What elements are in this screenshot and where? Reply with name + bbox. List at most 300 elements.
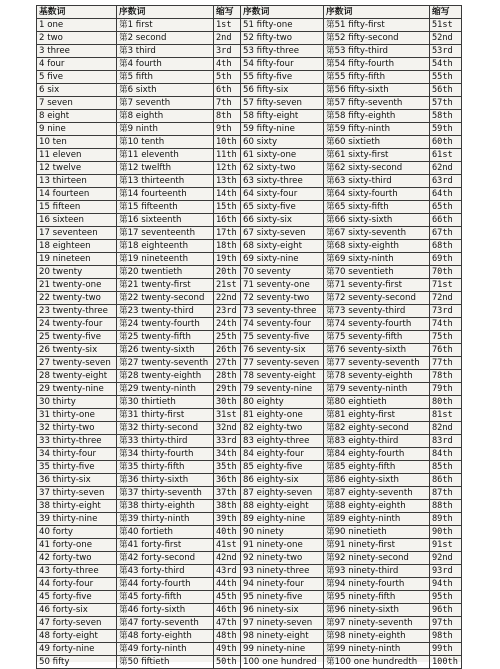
table-row	[37, 552, 462, 565]
cell-ordinal-left: 第43 forty-third	[117, 565, 214, 578]
cell-cardinal-left: 33 thirty-three	[37, 435, 117, 448]
cell-abbr-right: 67th	[430, 227, 462, 240]
cell-ordinal-left: 第39 thirty-ninth	[117, 513, 214, 526]
cell-cardinal-left: 9 nine	[37, 123, 117, 136]
cell-abbr-right: 62nd	[430, 162, 462, 175]
cell-ordinal-left: 第16 sixteenth	[117, 214, 214, 227]
cell-cardinal-left: 27 twenty-seven	[37, 357, 117, 370]
cell-abbr-right: 64th	[430, 188, 462, 201]
cell-abbr-right: 95th	[430, 591, 462, 604]
table-row	[37, 110, 462, 123]
cell-abbr-left: 17th	[214, 227, 241, 240]
cell-cardinal-left: 48 forty-eight	[37, 630, 117, 643]
cell-ordinal-left: 第12 twelfth	[117, 162, 214, 175]
cell-abbr-left: 39th	[214, 513, 241, 526]
cell-cardinal-right: 51 fifty-one	[241, 19, 324, 32]
table-row	[37, 500, 462, 513]
table-row	[37, 526, 462, 539]
cell-ordinal-right: 第85 eighty-fifth	[324, 461, 430, 474]
table-row	[37, 396, 462, 409]
cell-abbr-left: 30th	[214, 396, 241, 409]
cell-ordinal-right: 第72 seventy-second	[324, 292, 430, 305]
cell-ordinal-right: 第51 fifty-first	[324, 19, 430, 32]
cell-abbr-right: 79th	[430, 383, 462, 396]
cell-abbr-left: 47th	[214, 617, 241, 630]
table-row	[37, 435, 462, 448]
cell-ordinal-right: 第65 sixty-fifth	[324, 201, 430, 214]
cell-cardinal-left: 17 seventeen	[37, 227, 117, 240]
cell-cardinal-right: 71 seventy-one	[241, 279, 324, 292]
cell-abbr-left: 35th	[214, 461, 241, 474]
cell-ordinal-left: 第15 fifteenth	[117, 201, 214, 214]
cell-ordinal-left: 第49 forty-ninth	[117, 643, 214, 656]
cell-abbr-left: 13th	[214, 175, 241, 188]
table-row	[37, 331, 462, 344]
cell-cardinal-left: 41 forty-one	[37, 539, 117, 552]
cell-abbr-right: 74th	[430, 318, 462, 331]
cell-abbr-left: 28th	[214, 370, 241, 383]
cell-abbr-left: 48th	[214, 630, 241, 643]
cell-abbr-left: 24th	[214, 318, 241, 331]
cell-abbr-left: 4th	[214, 58, 241, 71]
cell-abbr-left: 29th	[214, 383, 241, 396]
cell-abbr-right: 97th	[430, 617, 462, 630]
cell-abbr-left: 14th	[214, 188, 241, 201]
cell-ordinal-right: 第98 ninety-eighth	[324, 630, 430, 643]
cell-ordinal-left: 第24 twenty-fourth	[117, 318, 214, 331]
cell-ordinal-left: 第41 forty-first	[117, 539, 214, 552]
table-row	[37, 175, 462, 188]
table-row	[37, 448, 462, 461]
cell-abbr-left: 49th	[214, 643, 241, 656]
cell-ordinal-right: 第56 fifty-sixth	[324, 84, 430, 97]
cell-abbr-right: 63rd	[430, 175, 462, 188]
cell-cardinal-left: 39 thirty-nine	[37, 513, 117, 526]
cell-cardinal-right: 55 fifty-five	[241, 71, 324, 84]
cell-cardinal-right: 96 ninety-six	[241, 604, 324, 617]
cell-cardinal-left: 8 eight	[37, 110, 117, 123]
cell-cardinal-left: 19 nineteen	[37, 253, 117, 266]
cell-abbr-right: 68th	[430, 240, 462, 253]
cell-cardinal-right: 100 one hundred	[241, 656, 324, 669]
cell-ordinal-left: 第23 twenty-third	[117, 305, 214, 318]
table-row	[37, 71, 462, 84]
cell-cardinal-right: 86 eighty-six	[241, 474, 324, 487]
cell-cardinal-left: 1 one	[37, 19, 117, 32]
cell-abbr-right: 83rd	[430, 435, 462, 448]
cell-cardinal-right: 97 ninety-seven	[241, 617, 324, 630]
cell-ordinal-right: 第53 fifty-third	[324, 45, 430, 58]
cell-ordinal-right: 第89 eighty-ninth	[324, 513, 430, 526]
cell-cardinal-left: 43 forty-three	[37, 565, 117, 578]
cell-cardinal-right: 68 sixty-eight	[241, 240, 324, 253]
cell-abbr-left: 21st	[214, 279, 241, 292]
cell-cardinal-left: 40 forty	[37, 526, 117, 539]
cell-cardinal-right: 99 ninety-nine	[241, 643, 324, 656]
cell-ordinal-right: 第75 seventy-fifth	[324, 331, 430, 344]
cell-abbr-right: 73rd	[430, 305, 462, 318]
cell-cardinal-left: 45 forty-five	[37, 591, 117, 604]
table-row	[37, 318, 462, 331]
cell-abbr-right: 54th	[430, 58, 462, 71]
cell-cardinal-left: 24 twenty-four	[37, 318, 117, 331]
cell-cardinal-left: 22 twenty-two	[37, 292, 117, 305]
cell-abbr-left: 43rd	[214, 565, 241, 578]
cell-abbr-right: 76th	[430, 344, 462, 357]
table-row	[37, 578, 462, 591]
table-row	[37, 19, 462, 32]
cell-ordinal-left: 第47 forty-seventh	[117, 617, 214, 630]
table-row	[37, 357, 462, 370]
cell-ordinal-left: 第35 thirty-fifth	[117, 461, 214, 474]
cell-cardinal-left: 12 twelve	[37, 162, 117, 175]
cell-cardinal-left: 30 thirty	[37, 396, 117, 409]
table-row	[37, 409, 462, 422]
cell-ordinal-left: 第8 eighth	[117, 110, 214, 123]
cell-abbr-left: 31st	[214, 409, 241, 422]
cell-ordinal-right: 第76 seventy-sixth	[324, 344, 430, 357]
cell-abbr-left: 9th	[214, 123, 241, 136]
cell-abbr-right: 80th	[430, 396, 462, 409]
cell-ordinal-left: 第25 twenty-fifth	[117, 331, 214, 344]
cell-abbr-right: 55th	[430, 71, 462, 84]
cell-ordinal-left: 第31 thirty-first	[117, 409, 214, 422]
cell-cardinal-right: 60 sixty	[241, 136, 324, 149]
cell-abbr-left: 45th	[214, 591, 241, 604]
cell-abbr-right: 57th	[430, 97, 462, 110]
cell-cardinal-left: 49 forty-nine	[37, 643, 117, 656]
cell-cardinal-right: 67 sixty-seven	[241, 227, 324, 240]
cell-abbr-left: 2nd	[214, 32, 241, 45]
cell-cardinal-left: 3 three	[37, 45, 117, 58]
cell-cardinal-left: 23 twenty-three	[37, 305, 117, 318]
cell-abbr-right: 70th	[430, 266, 462, 279]
cell-cardinal-right: 61 sixty-one	[241, 149, 324, 162]
cell-cardinal-left: 14 fourteen	[37, 188, 117, 201]
cell-cardinal-left: 29 twenty-nine	[37, 383, 117, 396]
cell-ordinal-right: 第95 ninety-fifth	[324, 591, 430, 604]
table-row	[37, 422, 462, 435]
cell-ordinal-right: 第86 eighty-sixth	[324, 474, 430, 487]
table-row	[37, 604, 462, 617]
cell-cardinal-right: 83 eighty-three	[241, 435, 324, 448]
cell-abbr-left: 22nd	[214, 292, 241, 305]
cell-ordinal-right: 第59 fifty-ninth	[324, 123, 430, 136]
cell-ordinal-left: 第44 forty-fourth	[117, 578, 214, 591]
cell-cardinal-right: 76 seventy-six	[241, 344, 324, 357]
cell-abbr-right: 91st	[430, 539, 462, 552]
table-row	[37, 162, 462, 175]
cell-cardinal-right: 93 ninety-three	[241, 565, 324, 578]
cell-abbr-right: 81st	[430, 409, 462, 422]
cell-cardinal-right: 80 eighty	[241, 396, 324, 409]
cell-cardinal-left: 13 thirteen	[37, 175, 117, 188]
cell-cardinal-right: 94 ninety-four	[241, 578, 324, 591]
cell-abbr-right: 98th	[430, 630, 462, 643]
cell-cardinal-right: 75 seventy-five	[241, 331, 324, 344]
cell-ordinal-right: 第55 fifty-fifth	[324, 71, 430, 84]
header-abbr-left: 缩写	[214, 6, 241, 19]
cell-cardinal-left: 25 twenty-five	[37, 331, 117, 344]
cell-ordinal-left: 第32 thirty-second	[117, 422, 214, 435]
cell-abbr-left: 23rd	[214, 305, 241, 318]
cell-abbr-right: 60th	[430, 136, 462, 149]
cell-cardinal-right: 62 sixty-two	[241, 162, 324, 175]
cell-abbr-left: 3rd	[214, 45, 241, 58]
cell-abbr-left: 18th	[214, 240, 241, 253]
cell-cardinal-right: 74 seventy-four	[241, 318, 324, 331]
cell-abbr-right: 75th	[430, 331, 462, 344]
cell-ordinal-right: 第68 sixty-eighth	[324, 240, 430, 253]
cell-abbr-right: 61st	[430, 149, 462, 162]
cell-ordinal-right: 第77 seventy-seventh	[324, 357, 430, 370]
table-row	[37, 97, 462, 110]
cell-abbr-left: 42nd	[214, 552, 241, 565]
cell-cardinal-right: 89 eighty-nine	[241, 513, 324, 526]
header-cardinal-right: 序数词	[241, 6, 324, 19]
cell-ordinal-left: 第28 twenty-eighth	[117, 370, 214, 383]
cell-ordinal-left: 第6 sixth	[117, 84, 214, 97]
cell-ordinal-left: 第20 twentieth	[117, 266, 214, 279]
cell-ordinal-right: 第87 eighty-seventh	[324, 487, 430, 500]
cell-cardinal-left: 38 thirty-eight	[37, 500, 117, 513]
cell-ordinal-left: 第30 thirtieth	[117, 396, 214, 409]
cell-abbr-left: 20th	[214, 266, 241, 279]
cell-cardinal-left: 35 thirty-five	[37, 461, 117, 474]
cell-abbr-right: 52nd	[430, 32, 462, 45]
cell-abbr-right: 69th	[430, 253, 462, 266]
cell-ordinal-left: 第40 fortieth	[117, 526, 214, 539]
cell-cardinal-left: 47 forty-seven	[37, 617, 117, 630]
cell-abbr-right: 66th	[430, 214, 462, 227]
cell-abbr-left: 50th	[214, 656, 241, 669]
cell-ordinal-left: 第10 tenth	[117, 136, 214, 149]
table-row	[37, 305, 462, 318]
table-row	[37, 266, 462, 279]
cell-abbr-left: 5th	[214, 71, 241, 84]
cell-ordinal-left: 第50 fiftieth	[117, 656, 214, 669]
cell-ordinal-right: 第91 ninety-first	[324, 539, 430, 552]
cell-cardinal-left: 34 thirty-four	[37, 448, 117, 461]
cell-cardinal-left: 50 fifty	[37, 656, 117, 669]
cell-ordinal-left: 第4 fourth	[117, 58, 214, 71]
cell-cardinal-right: 58 fifty-eight	[241, 110, 324, 123]
cell-ordinal-left: 第17 seventeenth	[117, 227, 214, 240]
header-ordinal-left: 序数词	[117, 6, 214, 19]
cell-ordinal-left: 第42 forty-second	[117, 552, 214, 565]
cell-ordinal-right: 第63 sixty-third	[324, 175, 430, 188]
table-row	[37, 136, 462, 149]
table-row	[37, 370, 462, 383]
cell-ordinal-left: 第27 twenty-seventh	[117, 357, 214, 370]
cell-cardinal-right: 84 eighty-four	[241, 448, 324, 461]
table-row	[37, 214, 462, 227]
cell-ordinal-right: 第79 seventy-ninth	[324, 383, 430, 396]
cell-abbr-left: 38th	[214, 500, 241, 513]
cell-ordinal-right: 第52 fifty-second	[324, 32, 430, 45]
cell-abbr-right: 58th	[430, 110, 462, 123]
table-row	[37, 58, 462, 71]
cell-cardinal-left: 31 thirty-one	[37, 409, 117, 422]
table-row	[37, 292, 462, 305]
table-row	[37, 383, 462, 396]
table-body	[37, 19, 462, 669]
cell-ordinal-left: 第13 thirteenth	[117, 175, 214, 188]
table-row	[37, 344, 462, 357]
table-row	[37, 123, 462, 136]
cell-abbr-left: 26th	[214, 344, 241, 357]
ordinal-number-sheet	[36, 5, 461, 667]
cell-abbr-right: 96th	[430, 604, 462, 617]
cell-ordinal-right: 第70 seventieth	[324, 266, 430, 279]
cell-cardinal-right: 91 ninety-one	[241, 539, 324, 552]
cell-ordinal-right: 第58 fifty-eighth	[324, 110, 430, 123]
cell-ordinal-right: 第78 seventy-eighth	[324, 370, 430, 383]
table-row	[37, 591, 462, 604]
table-row	[37, 149, 462, 162]
cell-abbr-right: 85th	[430, 461, 462, 474]
table-row	[37, 513, 462, 526]
cell-cardinal-left: 10 ten	[37, 136, 117, 149]
cell-cardinal-right: 70 seventy	[241, 266, 324, 279]
cell-cardinal-left: 4 four	[37, 58, 117, 71]
cell-cardinal-left: 20 twenty	[37, 266, 117, 279]
cell-abbr-right: 87th	[430, 487, 462, 500]
cell-ordinal-left: 第3 third	[117, 45, 214, 58]
cell-ordinal-left: 第11 eleventh	[117, 149, 214, 162]
cell-ordinal-right: 第84 eighty-fourth	[324, 448, 430, 461]
table-row	[37, 617, 462, 630]
cell-ordinal-left: 第9 ninth	[117, 123, 214, 136]
table-row	[37, 201, 462, 214]
cell-abbr-right: 88th	[430, 500, 462, 513]
cell-ordinal-right: 第74 seventy-fourth	[324, 318, 430, 331]
cell-ordinal-right: 第66 sixty-sixth	[324, 214, 430, 227]
header-abbr-right: 缩写	[430, 6, 462, 19]
cell-abbr-left: 46th	[214, 604, 241, 617]
cell-ordinal-right: 第96 ninety-sixth	[324, 604, 430, 617]
cell-ordinal-right: 第88 eighty-eighth	[324, 500, 430, 513]
cell-cardinal-left: 46 forty-six	[37, 604, 117, 617]
cell-ordinal-left: 第46 forty-sixth	[117, 604, 214, 617]
header-row	[37, 6, 462, 19]
cell-abbr-left: 34th	[214, 448, 241, 461]
table-row	[37, 32, 462, 45]
cell-ordinal-left: 第38 thirty-eighth	[117, 500, 214, 513]
cell-ordinal-right: 第62 sixty-second	[324, 162, 430, 175]
cell-ordinal-left: 第14 fourteenth	[117, 188, 214, 201]
cell-cardinal-right: 53 fifty-three	[241, 45, 324, 58]
cell-ordinal-left: 第18 eighteenth	[117, 240, 214, 253]
cell-cardinal-left: 15 fifteen	[37, 201, 117, 214]
cell-abbr-left: 1st	[214, 19, 241, 32]
number-table	[36, 5, 462, 669]
table-row	[37, 279, 462, 292]
cell-abbr-left: 11th	[214, 149, 241, 162]
cell-abbr-left: 32nd	[214, 422, 241, 435]
cell-ordinal-right: 第90 ninetieth	[324, 526, 430, 539]
cell-cardinal-right: 57 fifty-seven	[241, 97, 324, 110]
cell-abbr-right: 77th	[430, 357, 462, 370]
cell-ordinal-right: 第69 sixty-ninth	[324, 253, 430, 266]
cell-cardinal-left: 6 six	[37, 84, 117, 97]
cell-cardinal-left: 26 twenty-six	[37, 344, 117, 357]
table-row	[37, 84, 462, 97]
cell-abbr-right: 56th	[430, 84, 462, 97]
cell-ordinal-right: 第97 ninety-seventh	[324, 617, 430, 630]
cell-abbr-left: 12th	[214, 162, 241, 175]
table-row	[37, 253, 462, 266]
cell-cardinal-left: 16 sixteen	[37, 214, 117, 227]
cell-abbr-right: 89th	[430, 513, 462, 526]
cell-abbr-right: 71st	[430, 279, 462, 292]
table-row	[37, 630, 462, 643]
cell-cardinal-left: 5 five	[37, 71, 117, 84]
table-row	[37, 240, 462, 253]
cell-cardinal-right: 87 eighty-seven	[241, 487, 324, 500]
cell-abbr-right: 59th	[430, 123, 462, 136]
cell-ordinal-right: 第71 seventy-first	[324, 279, 430, 292]
cell-ordinal-left: 第45 forty-fifth	[117, 591, 214, 604]
cell-ordinal-right: 第94 ninety-fourth	[324, 578, 430, 591]
cell-abbr-right: 94th	[430, 578, 462, 591]
cell-abbr-left: 15th	[214, 201, 241, 214]
cell-cardinal-right: 98 ninety-eight	[241, 630, 324, 643]
cell-cardinal-right: 66 sixty-six	[241, 214, 324, 227]
cell-abbr-right: 84th	[430, 448, 462, 461]
table-row	[37, 188, 462, 201]
cell-cardinal-right: 69 sixty-nine	[241, 253, 324, 266]
cell-abbr-right: 65th	[430, 201, 462, 214]
cell-cardinal-right: 78 seventy-eight	[241, 370, 324, 383]
cell-cardinal-right: 95 ninety-five	[241, 591, 324, 604]
cell-cardinal-right: 77 seventy-seven	[241, 357, 324, 370]
cell-ordinal-right: 第64 sixty-fourth	[324, 188, 430, 201]
cell-ordinal-left: 第21 twenty-first	[117, 279, 214, 292]
cell-abbr-left: 16th	[214, 214, 241, 227]
cell-ordinal-right: 第100 one hundredth	[324, 656, 430, 669]
cell-cardinal-left: 37 thirty-seven	[37, 487, 117, 500]
cell-cardinal-right: 54 fifty-four	[241, 58, 324, 71]
cell-abbr-left: 10th	[214, 136, 241, 149]
cell-cardinal-right: 79 seventy-nine	[241, 383, 324, 396]
cell-cardinal-left: 36 thirty-six	[37, 474, 117, 487]
cell-ordinal-left: 第22 twenty-second	[117, 292, 214, 305]
cell-abbr-right: 86th	[430, 474, 462, 487]
cell-cardinal-right: 73 seventy-three	[241, 305, 324, 318]
cell-abbr-left: 8th	[214, 110, 241, 123]
cell-abbr-right: 53rd	[430, 45, 462, 58]
cell-cardinal-right: 81 eighty-one	[241, 409, 324, 422]
table-row	[37, 565, 462, 578]
cell-ordinal-left: 第37 thirty-seventh	[117, 487, 214, 500]
cell-ordinal-right: 第60 sixtieth	[324, 136, 430, 149]
cell-ordinal-left: 第34 thirty-fourth	[117, 448, 214, 461]
cell-abbr-right: 90th	[430, 526, 462, 539]
header-cardinal-left: 基数词	[37, 6, 117, 19]
table-row	[37, 539, 462, 552]
header-ordinal-right: 序数词	[324, 6, 430, 19]
cell-abbr-right: 92nd	[430, 552, 462, 565]
cell-cardinal-left: 28 twenty-eight	[37, 370, 117, 383]
cell-ordinal-left: 第33 thirty-third	[117, 435, 214, 448]
cell-cardinal-left: 21 twenty-one	[37, 279, 117, 292]
cell-cardinal-left: 32 thirty-two	[37, 422, 117, 435]
cell-abbr-right: 82nd	[430, 422, 462, 435]
table-row	[37, 461, 462, 474]
cell-abbr-left: 7th	[214, 97, 241, 110]
cell-ordinal-right: 第81 eighty-first	[324, 409, 430, 422]
